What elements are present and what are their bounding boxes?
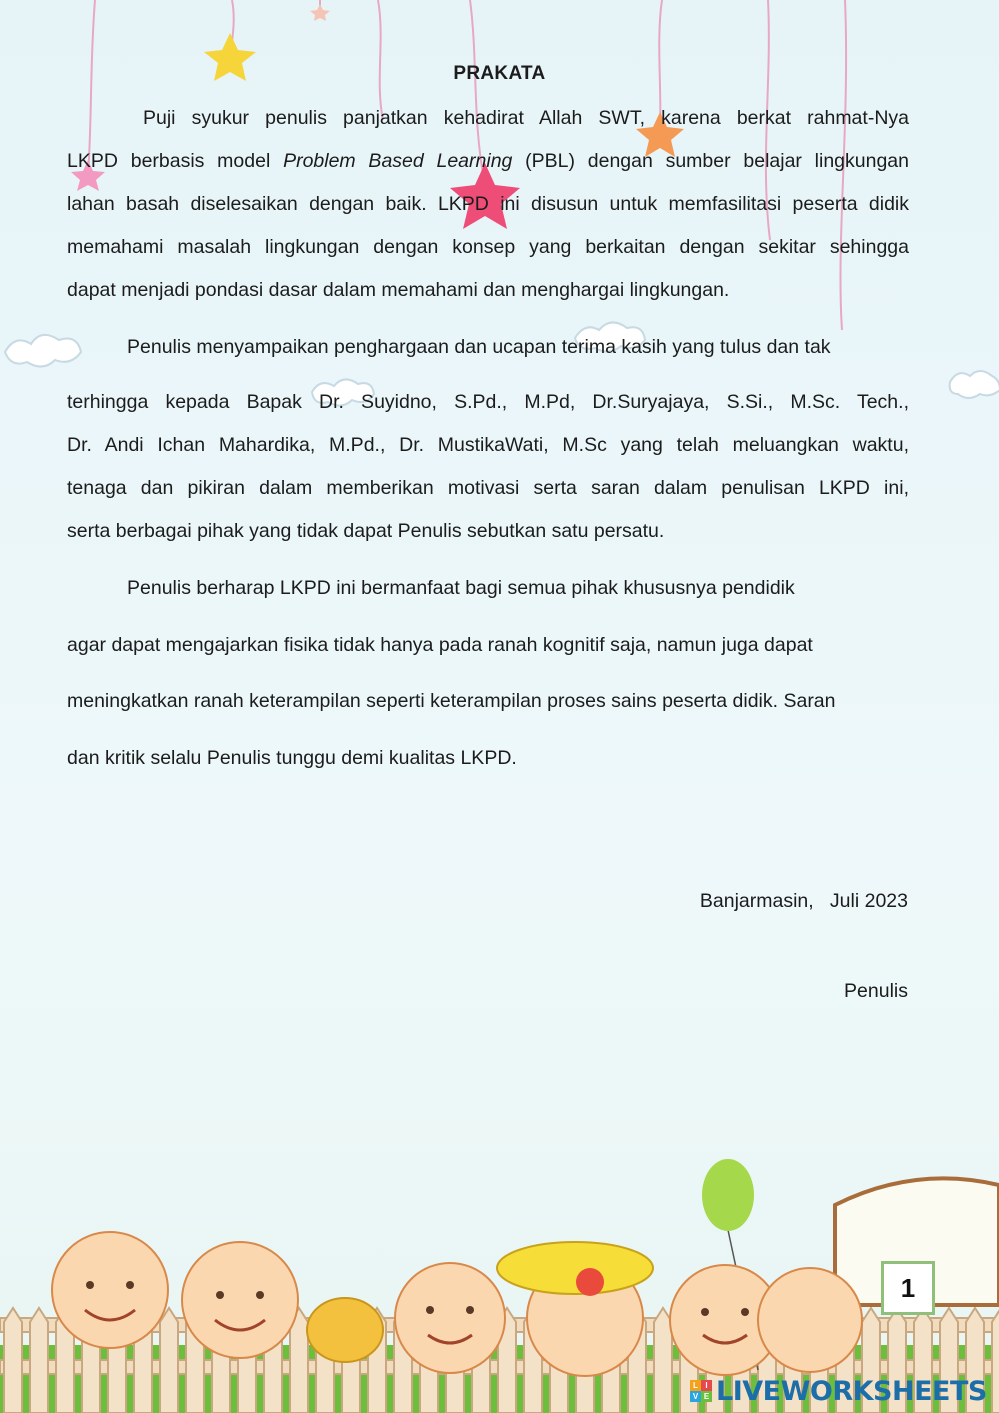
paragraph-line: Penulis berharap LKPD ini bermanfaat bagi semua pihak khususnya pendidik xyxy=(127,577,795,599)
fence-picket xyxy=(160,1308,178,1413)
paragraph-line: memahami masalah lingkungan dengan konsep yang berkaitan dengan sekitar sehingga xyxy=(67,236,909,258)
cloud-right-icon xyxy=(950,371,999,398)
paragraph-line: Puji syukur penulis panjatkan kehadirat Allah SWT, karena berkat rahmat-Nya xyxy=(143,107,909,129)
paragraph-line: Penulis menyampaikan penghargaan dan ucapan terima kasih yang tulus dan tak xyxy=(127,336,831,358)
paragraph-hope xyxy=(67,560,909,786)
balloon-icon xyxy=(702,1159,754,1231)
page-title: PRAKATA xyxy=(453,63,546,84)
yellow-hat-icon xyxy=(497,1242,653,1294)
paragraph-line: dapat menjadi pondasi dasar dalam memahami dan menghargai lingkungan. xyxy=(67,279,730,301)
star-tiny-icon xyxy=(310,4,330,21)
paragraph-line: agar dapat mengajarkan fisika tidak hanya pada ranah kognitif saja, namun juga dapat xyxy=(67,633,813,656)
paragraph-line: lahan basah diselesaikan dengan baik. LKPD ini disusun untuk memfasilitasi peserta didik xyxy=(67,193,909,215)
italic-term: Problem Based Learning xyxy=(283,150,513,172)
liveworksheets-watermark xyxy=(690,1375,987,1407)
text-span: LKPD xyxy=(67,150,118,172)
child-face-1-icon xyxy=(52,1232,168,1348)
yellow-toy-icon xyxy=(307,1298,383,1362)
fence-picket xyxy=(4,1308,22,1413)
liveworksheets-logo-icon: L I V E xyxy=(690,1380,712,1402)
signature: Penulis xyxy=(844,980,908,1002)
place-date: Banjarmasin, Juli 2023 xyxy=(699,890,908,912)
fence-picket xyxy=(30,1308,48,1413)
paragraph-line: meningkatkan ranah keterampilan seperti keterampilan proses sains peserta didik. Saran xyxy=(67,690,836,712)
text-span: berbasis model xyxy=(130,150,271,172)
paragraph-line: dan kritik selalu Penulis tunggu demi kualitas LKPD. xyxy=(67,746,517,769)
paragraph-intro xyxy=(67,97,909,312)
child-face-3-icon xyxy=(395,1263,505,1373)
paragraph-line: serta berbagai pihak yang tidak dapat Penulis sebutkan satu persatu. xyxy=(67,520,665,542)
fence-picket xyxy=(992,1308,999,1413)
child-face-2-icon xyxy=(182,1242,298,1358)
paragraph-line xyxy=(67,140,909,183)
brand-text: LIVEWORKSHEETS xyxy=(716,1375,987,1407)
child-face-6-icon xyxy=(758,1268,862,1372)
paragraph-acknowledgement xyxy=(67,325,909,553)
text-span: (PBL) dengan sumber belajar lingkungan xyxy=(525,150,910,172)
page-number: 1 xyxy=(881,1261,935,1315)
paragraph-line: terhingga kepada Bapak Dr. Suyidno, S.Pd., M.Pd, Dr.Suryajaya, S.Si., M.Sc. Tech., xyxy=(67,391,909,413)
paragraph-line: Dr. Andi Ichan Mahardika, M.Pd., Dr. MustikaWati, M.Sc yang telah meluangkan waktu, xyxy=(67,434,909,456)
paragraph-line: tenaga dan pikiran dalam memberikan motivasi serta saran dalam penulisan LKPD ini, xyxy=(67,477,909,499)
